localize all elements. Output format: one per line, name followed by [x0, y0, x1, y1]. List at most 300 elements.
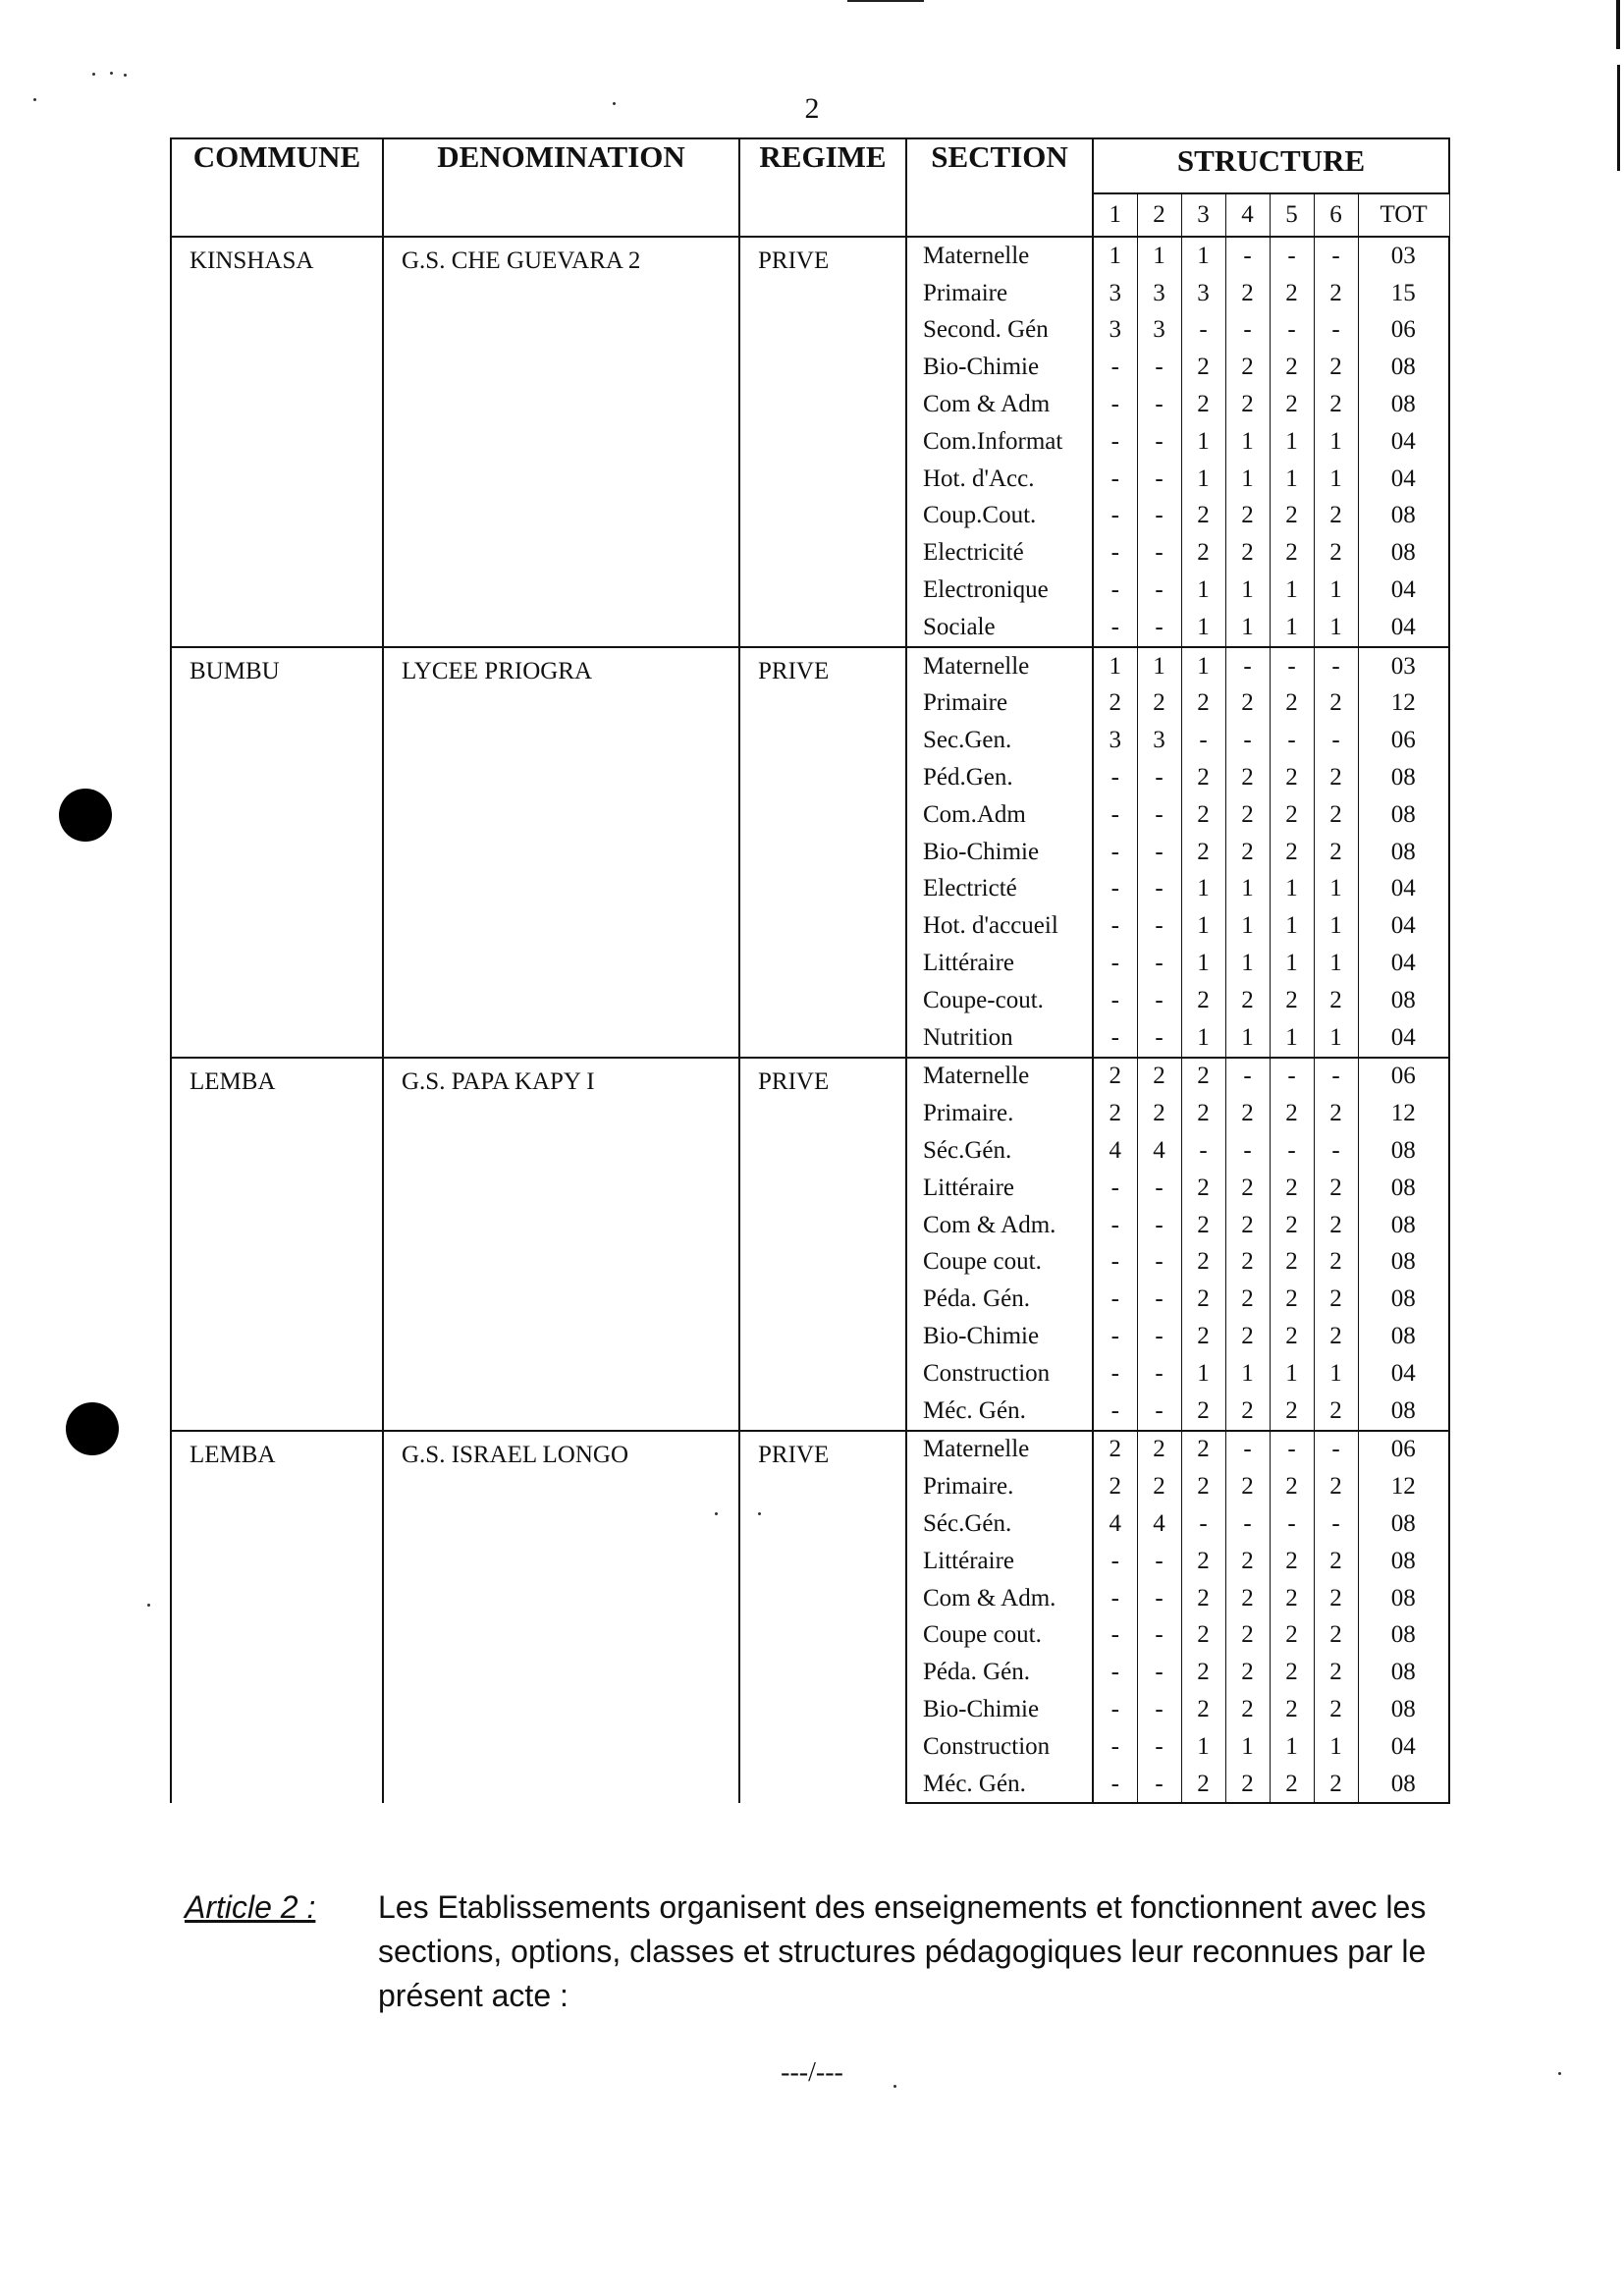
class-count-cell: 1 — [1181, 1019, 1225, 1058]
class-count-cell: - — [1093, 1355, 1137, 1393]
punch-hole — [59, 789, 112, 842]
total-cell: 04 — [1358, 1019, 1449, 1058]
total-cell: 04 — [1358, 1355, 1449, 1393]
page-number: 2 — [804, 92, 820, 125]
section-cell: Coupe cout. — [906, 1244, 1093, 1282]
class-count-cell: 1 — [1270, 461, 1314, 498]
section-cell: Sec.Gen. — [906, 722, 1093, 759]
total-cell: 08 — [1358, 1207, 1449, 1244]
class-count-cell: 4 — [1137, 1505, 1181, 1543]
class-count-cell: - — [1137, 423, 1181, 461]
class-count-cell: - — [1137, 871, 1181, 908]
class-count-cell: 2 — [1225, 1244, 1270, 1282]
commune-cell: LEMBA — [171, 1431, 383, 1804]
class-count-cell: - — [1137, 1281, 1181, 1318]
class-count-cell: 2 — [1314, 1691, 1358, 1728]
class-count-cell: 2 — [1314, 982, 1358, 1019]
class-count-cell: 2 — [1181, 1170, 1225, 1207]
class-count-cell: 1 — [1225, 871, 1270, 908]
class-count-cell: - — [1137, 1244, 1181, 1282]
header-col-4: 4 — [1225, 193, 1270, 237]
class-count-cell: 2 — [1137, 1058, 1181, 1096]
class-count-cell: 1 — [1225, 1728, 1270, 1766]
total-cell: 12 — [1358, 1095, 1449, 1132]
class-count-cell: 2 — [1270, 386, 1314, 423]
class-count-cell: 1 — [1270, 1355, 1314, 1393]
section-cell: Péda. Gén. — [906, 1654, 1093, 1691]
class-count-cell: - — [1314, 647, 1358, 685]
class-count-cell: 2 — [1225, 1170, 1270, 1207]
class-count-cell: 2 — [1270, 1170, 1314, 1207]
section-cell: Com.Informat — [906, 423, 1093, 461]
class-count-cell: 3 — [1181, 275, 1225, 312]
class-count-cell: - — [1137, 1580, 1181, 1617]
class-count-cell: 1 — [1314, 1728, 1358, 1766]
total-cell: 08 — [1358, 1580, 1449, 1617]
table-row — [171, 647, 1449, 685]
class-count-cell: 2 — [1314, 1207, 1358, 1244]
article-label: Article 2 : — [185, 1889, 316, 1925]
class-count-cell: - — [1137, 1616, 1181, 1654]
class-count-cell: 1 — [1225, 609, 1270, 647]
class-count-cell: 2 — [1225, 1095, 1270, 1132]
class-count-cell: 2 — [1225, 796, 1270, 834]
class-count-cell: - — [1137, 609, 1181, 647]
class-count-cell: 2 — [1093, 1431, 1137, 1469]
class-count-cell: - — [1137, 759, 1181, 796]
section-cell: Second. Gén — [906, 312, 1093, 350]
section-cell: Primaire. — [906, 1095, 1093, 1132]
regime-cell: PRIVE — [739, 1431, 906, 1804]
header-structure: STRUCTURE — [1093, 138, 1449, 193]
class-count-cell: 1 — [1093, 647, 1137, 685]
class-count-cell: 1 — [1181, 1355, 1225, 1393]
class-count-cell: - — [1093, 1207, 1137, 1244]
class-count-cell: 2 — [1314, 796, 1358, 834]
class-count-cell: - — [1181, 1505, 1225, 1543]
section-cell: Electronique — [906, 572, 1093, 609]
class-count-cell: 2 — [1093, 1058, 1137, 1096]
class-count-cell: 2 — [1225, 1318, 1270, 1355]
class-count-cell: - — [1093, 871, 1137, 908]
class-count-cell: 2 — [1181, 982, 1225, 1019]
scan-speck — [147, 1604, 150, 1607]
section-cell: Méc. Gén. — [906, 1393, 1093, 1431]
total-cell: 08 — [1358, 1766, 1449, 1804]
total-cell: 08 — [1358, 759, 1449, 796]
class-count-cell: 2 — [1270, 1318, 1314, 1355]
class-count-cell: 2 — [1181, 534, 1225, 572]
class-count-cell: 3 — [1137, 275, 1181, 312]
section-cell: Hot. d'accueil — [906, 907, 1093, 945]
class-count-cell: 3 — [1093, 722, 1137, 759]
class-count-cell: - — [1225, 1505, 1270, 1543]
class-count-cell: - — [1314, 1431, 1358, 1469]
class-count-cell: 2 — [1225, 534, 1270, 572]
section-cell: Coup.Cout. — [906, 498, 1093, 535]
section-cell: Com & Adm. — [906, 1207, 1093, 1244]
section-cell: Primaire. — [906, 1468, 1093, 1505]
total-cell: 08 — [1358, 982, 1449, 1019]
total-cell: 12 — [1358, 1468, 1449, 1505]
class-count-cell: 1 — [1270, 945, 1314, 982]
class-count-cell: - — [1270, 237, 1314, 275]
class-count-cell: - — [1093, 572, 1137, 609]
section-cell: Primaire — [906, 685, 1093, 723]
scan-speck — [124, 74, 127, 77]
class-count-cell: 1 — [1270, 572, 1314, 609]
class-count-cell: 1 — [1181, 237, 1225, 275]
class-count-cell: 2 — [1225, 275, 1270, 312]
total-cell: 04 — [1358, 871, 1449, 908]
class-count-cell: - — [1225, 647, 1270, 685]
class-count-cell: 2 — [1181, 1543, 1225, 1580]
section-cell: Nutrition — [906, 1019, 1093, 1058]
class-count-cell: 2 — [1181, 1580, 1225, 1617]
class-count-cell: 2 — [1181, 1691, 1225, 1728]
class-count-cell: - — [1137, 907, 1181, 945]
class-count-cell: 2 — [1225, 349, 1270, 386]
class-count-cell: 2 — [1181, 1654, 1225, 1691]
class-count-cell: 2 — [1225, 1281, 1270, 1318]
class-count-cell: - — [1137, 1170, 1181, 1207]
class-count-cell: 2 — [1181, 1431, 1225, 1469]
class-count-cell: - — [1137, 386, 1181, 423]
class-count-cell: 2 — [1137, 1095, 1181, 1132]
class-count-cell: - — [1093, 1728, 1137, 1766]
denomination-cell: G.S. PAPA KAPY I — [383, 1058, 739, 1431]
class-count-cell: 2 — [1314, 1244, 1358, 1282]
class-count-cell: 1 — [1181, 1728, 1225, 1766]
class-count-cell: 2 — [1270, 498, 1314, 535]
class-count-cell: - — [1137, 945, 1181, 982]
class-count-cell: 1 — [1270, 609, 1314, 647]
class-count-cell: 1 — [1314, 609, 1358, 647]
school-structure-table — [170, 137, 1450, 1804]
class-count-cell: 1 — [1093, 237, 1137, 275]
class-count-cell: - — [1093, 349, 1137, 386]
class-count-cell: - — [1093, 945, 1137, 982]
class-count-cell: 1 — [1225, 572, 1270, 609]
class-count-cell: 2 — [1225, 834, 1270, 871]
total-cell: 12 — [1358, 685, 1449, 723]
class-count-cell: 2 — [1137, 685, 1181, 723]
header-section: SECTION — [906, 138, 1093, 237]
top-rule — [847, 0, 924, 2]
class-count-cell: - — [1093, 1244, 1137, 1282]
class-count-cell: 2 — [1314, 1393, 1358, 1431]
class-count-cell: 3 — [1137, 722, 1181, 759]
total-cell: 06 — [1358, 1431, 1449, 1469]
section-cell: Construction — [906, 1355, 1093, 1393]
class-count-cell: 2 — [1225, 1580, 1270, 1617]
class-count-cell: 2 — [1225, 1654, 1270, 1691]
class-count-cell: 2 — [1270, 1766, 1314, 1804]
class-count-cell: 2 — [1181, 498, 1225, 535]
section-cell: Coupe cout. — [906, 1616, 1093, 1654]
class-count-cell: - — [1093, 759, 1137, 796]
class-count-cell: - — [1225, 237, 1270, 275]
class-count-cell: - — [1137, 796, 1181, 834]
class-count-cell: - — [1270, 722, 1314, 759]
class-count-cell: - — [1093, 1170, 1137, 1207]
class-count-cell: 3 — [1137, 312, 1181, 350]
class-count-cell: 1 — [1314, 871, 1358, 908]
total-cell: 08 — [1358, 1505, 1449, 1543]
class-count-cell: 2 — [1314, 534, 1358, 572]
class-count-cell: 2 — [1270, 685, 1314, 723]
table-row — [171, 1431, 1449, 1469]
class-count-cell: 1 — [1181, 572, 1225, 609]
class-count-cell: 2 — [1093, 685, 1137, 723]
table-body — [171, 237, 1449, 1803]
header-regime: REGIME — [739, 138, 906, 237]
commune-cell: BUMBU — [171, 647, 383, 1058]
total-cell: 08 — [1358, 534, 1449, 572]
total-cell: 08 — [1358, 1318, 1449, 1355]
total-cell: 08 — [1358, 1244, 1449, 1282]
class-count-cell: - — [1225, 1058, 1270, 1096]
class-count-cell: - — [1270, 647, 1314, 685]
scan-speck — [92, 73, 95, 76]
class-count-cell: 2 — [1314, 1468, 1358, 1505]
denomination-cell: LYCEE PRIOGRA — [383, 647, 739, 1058]
class-count-cell: 1 — [1137, 237, 1181, 275]
class-count-cell: 4 — [1093, 1505, 1137, 1543]
class-count-cell: - — [1093, 1654, 1137, 1691]
class-count-cell: 2 — [1225, 1543, 1270, 1580]
section-cell: Coupe-cout. — [906, 982, 1093, 1019]
total-cell: 08 — [1358, 1393, 1449, 1431]
total-cell: 08 — [1358, 349, 1449, 386]
class-count-cell: 2 — [1225, 386, 1270, 423]
class-count-cell: - — [1093, 534, 1137, 572]
class-count-cell: - — [1314, 1505, 1358, 1543]
class-count-cell: 2 — [1181, 1058, 1225, 1096]
class-count-cell: 4 — [1093, 1132, 1137, 1170]
class-count-cell: - — [1137, 1393, 1181, 1431]
total-cell: 08 — [1358, 1543, 1449, 1580]
class-count-cell: 1 — [1181, 461, 1225, 498]
class-count-cell: 1 — [1225, 423, 1270, 461]
total-cell: 15 — [1358, 275, 1449, 312]
section-cell: Littéraire — [906, 1543, 1093, 1580]
class-count-cell: - — [1093, 386, 1137, 423]
class-count-cell: 2 — [1270, 1244, 1314, 1282]
class-count-cell: 2 — [1270, 1691, 1314, 1728]
class-count-cell: - — [1093, 461, 1137, 498]
class-count-cell: 2 — [1314, 1580, 1358, 1617]
class-count-cell: - — [1093, 609, 1137, 647]
class-count-cell: - — [1093, 1691, 1137, 1728]
table-row — [171, 1058, 1449, 1096]
section-cell: Electricté — [906, 871, 1093, 908]
class-count-cell: 1 — [1314, 572, 1358, 609]
class-count-cell: - — [1093, 1019, 1137, 1058]
class-count-cell: 1 — [1314, 907, 1358, 945]
class-count-cell: - — [1137, 1543, 1181, 1580]
class-count-cell: 2 — [1270, 1543, 1314, 1580]
total-cell: 03 — [1358, 237, 1449, 275]
class-count-cell: 1 — [1225, 1355, 1270, 1393]
section-cell: Com & Adm. — [906, 1580, 1093, 1617]
section-cell: Méc. Gén. — [906, 1766, 1093, 1804]
class-count-cell: 1 — [1314, 1355, 1358, 1393]
total-cell: 08 — [1358, 1616, 1449, 1654]
class-count-cell: 2 — [1225, 1616, 1270, 1654]
class-count-cell: 1 — [1181, 871, 1225, 908]
class-count-cell: - — [1093, 423, 1137, 461]
class-count-cell: 2 — [1270, 275, 1314, 312]
class-count-cell: - — [1181, 1132, 1225, 1170]
class-count-cell: - — [1093, 498, 1137, 535]
class-count-cell: 2 — [1181, 1616, 1225, 1654]
class-count-cell: - — [1137, 1318, 1181, 1355]
class-count-cell: 2 — [1225, 498, 1270, 535]
section-cell: Bio-Chimie — [906, 349, 1093, 386]
class-count-cell: 1 — [1181, 907, 1225, 945]
section-cell: Bio-Chimie — [906, 1691, 1093, 1728]
section-cell: Com.Adm — [906, 796, 1093, 834]
class-count-cell: - — [1093, 834, 1137, 871]
header-col-tot: TOT — [1358, 193, 1449, 237]
class-count-cell: - — [1093, 982, 1137, 1019]
header-col-2: 2 — [1137, 193, 1181, 237]
class-count-cell: 2 — [1225, 982, 1270, 1019]
class-count-cell: 2 — [1181, 1095, 1225, 1132]
class-count-cell: - — [1137, 498, 1181, 535]
total-cell: 04 — [1358, 461, 1449, 498]
section-cell: Séc.Gén. — [906, 1505, 1093, 1543]
class-count-cell: 1 — [1181, 647, 1225, 685]
total-cell: 06 — [1358, 1058, 1449, 1096]
class-count-cell: - — [1093, 1580, 1137, 1617]
regime-cell: PRIVE — [739, 237, 906, 647]
class-count-cell: - — [1137, 1654, 1181, 1691]
class-count-cell: 2 — [1270, 982, 1314, 1019]
class-count-cell: 2 — [1270, 1095, 1314, 1132]
section-cell: Littéraire — [906, 1170, 1093, 1207]
class-count-cell: 1 — [1314, 945, 1358, 982]
article-text: Les Etablissements organisent des enseignements et fonctionnent avec les sections, options, classes et structures pédagogiques leur reconnues par le présent acte : — [378, 1889, 1427, 2013]
class-count-cell: 2 — [1270, 796, 1314, 834]
class-count-cell: - — [1137, 1207, 1181, 1244]
total-cell: 04 — [1358, 945, 1449, 982]
total-cell: 08 — [1358, 386, 1449, 423]
class-count-cell: - — [1137, 1355, 1181, 1393]
class-count-cell: 1 — [1225, 907, 1270, 945]
class-count-cell: 2 — [1181, 685, 1225, 723]
section-cell: Hot. d'Acc. — [906, 461, 1093, 498]
class-count-cell: - — [1270, 1505, 1314, 1543]
class-count-cell: - — [1225, 312, 1270, 350]
class-count-cell: 2 — [1181, 1318, 1225, 1355]
class-count-cell: - — [1093, 1543, 1137, 1580]
class-count-cell: 2 — [1181, 1766, 1225, 1804]
class-count-cell: 2 — [1181, 1468, 1225, 1505]
class-count-cell: - — [1314, 722, 1358, 759]
class-count-cell: 2 — [1314, 1654, 1358, 1691]
class-count-cell: 2 — [1225, 759, 1270, 796]
class-count-cell: 1 — [1137, 647, 1181, 685]
section-cell: Maternelle — [906, 647, 1093, 685]
class-count-cell: 2 — [1181, 1244, 1225, 1282]
class-count-cell: 2 — [1181, 1393, 1225, 1431]
class-count-cell: - — [1093, 1318, 1137, 1355]
class-count-cell: 2 — [1270, 1393, 1314, 1431]
class-count-cell: - — [1314, 312, 1358, 350]
total-cell: 04 — [1358, 1728, 1449, 1766]
header-col-1: 1 — [1093, 193, 1137, 237]
class-count-cell: 2 — [1314, 275, 1358, 312]
section-cell: Maternelle — [906, 237, 1093, 275]
total-cell: 04 — [1358, 907, 1449, 945]
class-count-cell: 2 — [1314, 1095, 1358, 1132]
class-count-cell: 2 — [1270, 534, 1314, 572]
class-count-cell: 2 — [1314, 834, 1358, 871]
class-count-cell: 1 — [1314, 423, 1358, 461]
commune-cell: LEMBA — [171, 1058, 383, 1431]
class-count-cell: 1 — [1225, 945, 1270, 982]
class-count-cell: - — [1314, 237, 1358, 275]
class-count-cell: 2 — [1181, 759, 1225, 796]
section-cell: Construction — [906, 1728, 1093, 1766]
denomination-cell: G.S. ISRAEL LONGO — [383, 1431, 739, 1804]
class-count-cell: 1 — [1314, 1019, 1358, 1058]
class-count-cell: 2 — [1181, 349, 1225, 386]
punch-hole — [66, 1402, 119, 1455]
class-count-cell: 3 — [1093, 312, 1137, 350]
class-count-cell: 2 — [1314, 386, 1358, 423]
class-count-cell: 2 — [1225, 685, 1270, 723]
section-cell: Maternelle — [906, 1058, 1093, 1096]
class-count-cell: - — [1181, 312, 1225, 350]
class-count-cell: 2 — [1093, 1468, 1137, 1505]
class-count-cell: 4 — [1137, 1132, 1181, 1170]
class-count-cell: 2 — [1181, 1207, 1225, 1244]
class-count-cell: 2 — [1181, 834, 1225, 871]
table-row — [171, 237, 1449, 275]
section-cell: Séc.Gén. — [906, 1132, 1093, 1170]
class-count-cell: 2 — [1225, 1766, 1270, 1804]
class-count-cell: 2 — [1314, 1281, 1358, 1318]
class-count-cell: 3 — [1093, 275, 1137, 312]
total-cell: 08 — [1358, 1654, 1449, 1691]
total-cell: 08 — [1358, 1691, 1449, 1728]
class-count-cell: - — [1093, 796, 1137, 834]
class-count-cell: 2 — [1314, 1616, 1358, 1654]
class-count-cell: 2 — [1137, 1431, 1181, 1469]
class-count-cell: 2 — [1225, 1393, 1270, 1431]
class-count-cell: - — [1093, 1281, 1137, 1318]
class-count-cell: 2 — [1225, 1468, 1270, 1505]
page-continuation-mark: ---/--- — [781, 2057, 843, 2088]
header-col-5: 5 — [1270, 193, 1314, 237]
class-count-cell: 2 — [1270, 349, 1314, 386]
total-cell: 04 — [1358, 423, 1449, 461]
class-count-cell: - — [1137, 461, 1181, 498]
total-cell: 08 — [1358, 1132, 1449, 1170]
class-count-cell: 2 — [1314, 1170, 1358, 1207]
class-count-cell: - — [1093, 1616, 1137, 1654]
section-cell: Primaire — [906, 275, 1093, 312]
class-count-cell: 1 — [1225, 461, 1270, 498]
class-count-cell: - — [1093, 907, 1137, 945]
denomination-cell: G.S. CHE GUEVARA 2 — [383, 237, 739, 647]
class-count-cell: 2 — [1270, 1616, 1314, 1654]
class-count-cell: 1 — [1225, 1019, 1270, 1058]
class-count-cell: 2 — [1270, 1207, 1314, 1244]
